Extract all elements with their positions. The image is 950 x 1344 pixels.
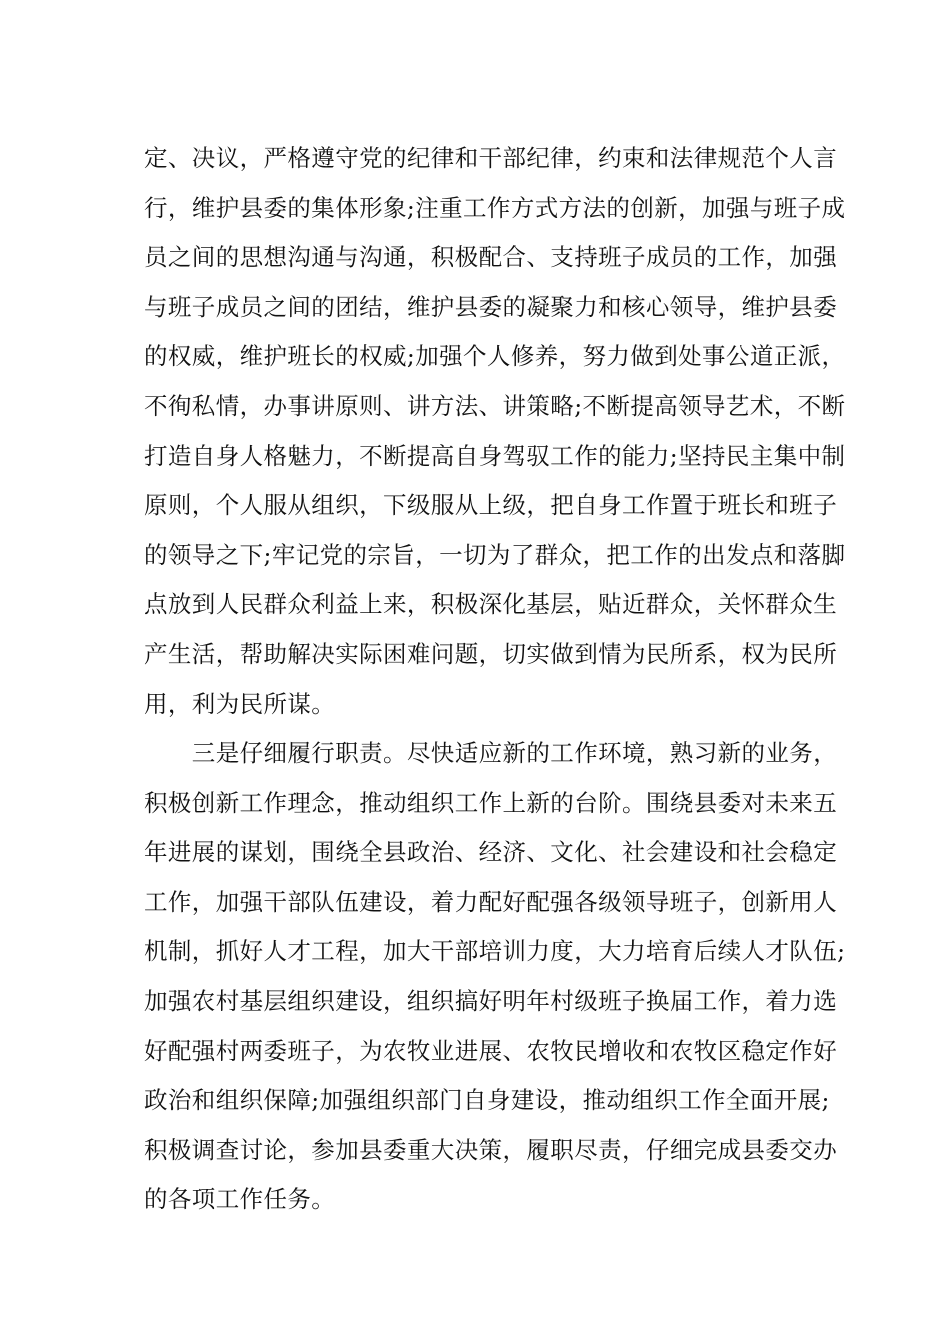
text-line: 的各项工作任务。	[144, 1185, 336, 1214]
paragraph-continuation	[144, 134, 846, 729]
text-line: 三是仔细履行职责。尽快适应新的工作环境，熟习新的业务，	[144, 739, 838, 767]
text-line: 好配强村两委班子，为农牧业进展、农牧民增收和农牧区稳定作好	[144, 1036, 838, 1065]
text-line: 定、决议，严格遵守党的纪律和干部纪律，约束和法律规范个人言	[144, 144, 838, 172]
text-line: 政治和组织保障;加强组织部门自身建设，推动组织工作全面开展;	[144, 1086, 830, 1115]
text-line: 加强农村基层组织建设，组织搞好明年村级班子换届工作，着力选	[144, 986, 838, 1015]
text-line: 员之间的思想沟通与沟通，积极配合、支持班子成员的工作，加强	[144, 243, 838, 272]
text-line: 积极创新工作理念，推动组织工作上新的台阶。围绕县委对未来五	[144, 788, 838, 817]
text-line: 用，利为民所谋。	[144, 689, 336, 718]
text-line: 机制，抓好人才工程，加大干部培训力度，大力培育后续人才队伍;	[144, 937, 846, 966]
text-line: 点放到人民群众利益上来，积极深化基层，贴近群众，关怀群众生	[144, 590, 838, 619]
text-line: 原则，个人服从组织，下级服从上级，把自身工作置于班长和班子	[144, 491, 838, 520]
text-line: 产生活，帮助解决实际困难问题，切实做到情为民所系，权为民所	[144, 639, 838, 668]
text-line: 与班子成员之间的团结，维护县委的凝聚力和核心领导，维护县委	[144, 292, 838, 321]
text-line: 行，维护县委的集体形象;注重工作方式方法的创新，加强与班子成	[144, 193, 846, 222]
text-line: 工作，加强干部队伍建设，着力配好配强各级领导班子，创新用人	[144, 887, 838, 916]
text-line: 打造自身人格魅力，不断提高自身驾驭工作的能力;坚持民主集中制	[144, 441, 846, 470]
paragraph-duties	[144, 729, 846, 1225]
text-line: 的领导之下;牢记党的宗旨，一切为了群众，把工作的出发点和落脚	[144, 540, 846, 569]
text-line: 积极调查讨论，参加县委重大决策，履职尽责，仔细完成县委交办	[144, 1135, 838, 1164]
text-line: 年进展的谋划，围绕全县政治、经济、文化、社会建设和社会稳定	[144, 838, 838, 867]
text-line: 的权威，维护班长的权威;加强个人修养，努力做到处事公道正派，	[144, 342, 846, 371]
text-line: 不徇私情，办事讲原则、讲方法、讲策略;不断提高领导艺术，不断	[144, 391, 846, 420]
